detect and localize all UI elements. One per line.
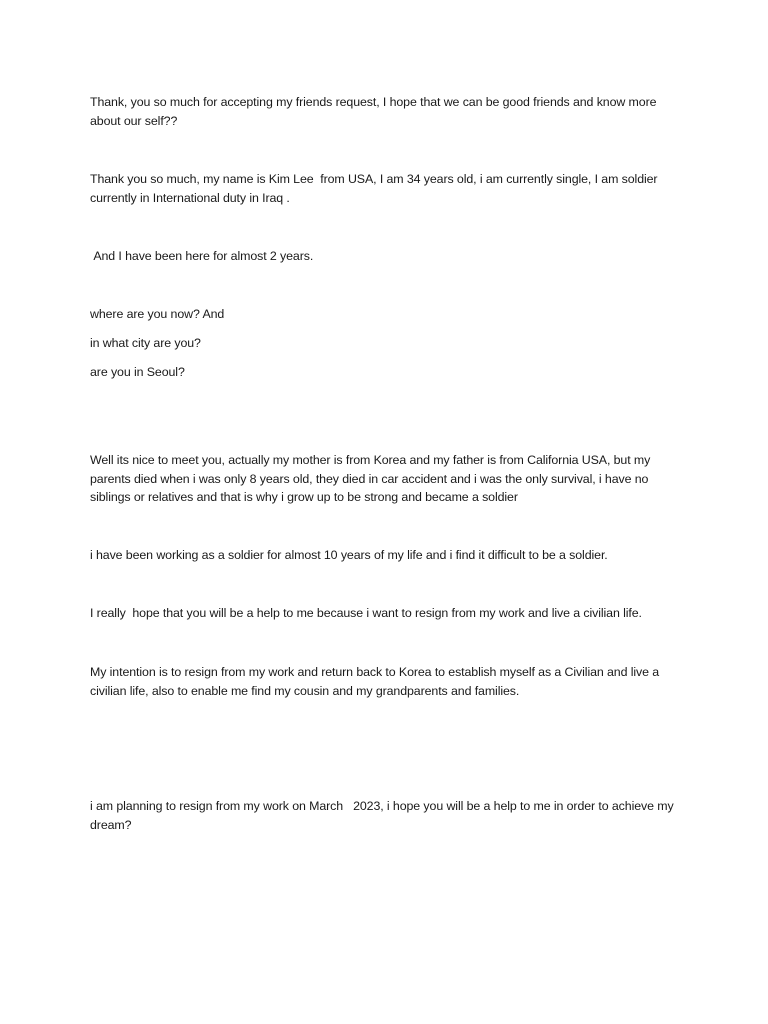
paragraph-duration: And I have been here for almost 2 years. <box>90 249 314 263</box>
paragraph-soldier-years: i have been working as a soldier for almost 10 years of my life and i find it difficult to be a soldier. <box>90 548 608 562</box>
paragraph-friend-request-thanks: Thank, you so much for accepting my friends request, I hope that we can be good friends and know more about our self?? <box>90 95 657 128</box>
paragraph-resign-plan: i am planning to resign from my work on March 2023, i hope you will be a help to me in order to achieve my dream? <box>90 799 677 832</box>
paragraph-family-background: Well its nice to meet you, actually my mother is from Korea and my father is from California USA, but my parents died when i was only 8 years old, they died in car accident and i was the only survival, i have no siblings or relatives and that is why i grow up to be strong and became a soldier <box>90 453 651 504</box>
paragraph-seoul-question: are you in Seoul? <box>90 365 185 379</box>
paragraph-where-are-you: where are you now? And <box>90 307 225 321</box>
paragraph-help-request: I really hope that you will be a help to me because i want to resign from my work and live a civilian life. <box>90 606 642 620</box>
paragraph-introduction: Thank you so much, my name is Kim Lee from USA, I am 34 years old, i am currently single, I am soldier currently in International duty in Iraq . <box>90 172 661 205</box>
paragraph-what-city: in what city are you? <box>90 336 201 350</box>
paragraph-intention: My intention is to resign from my work and return back to Korea to establish myself as a Civilian and live a civilian life, also to enable me find my cousin and my grandparents and families. <box>90 665 660 698</box>
